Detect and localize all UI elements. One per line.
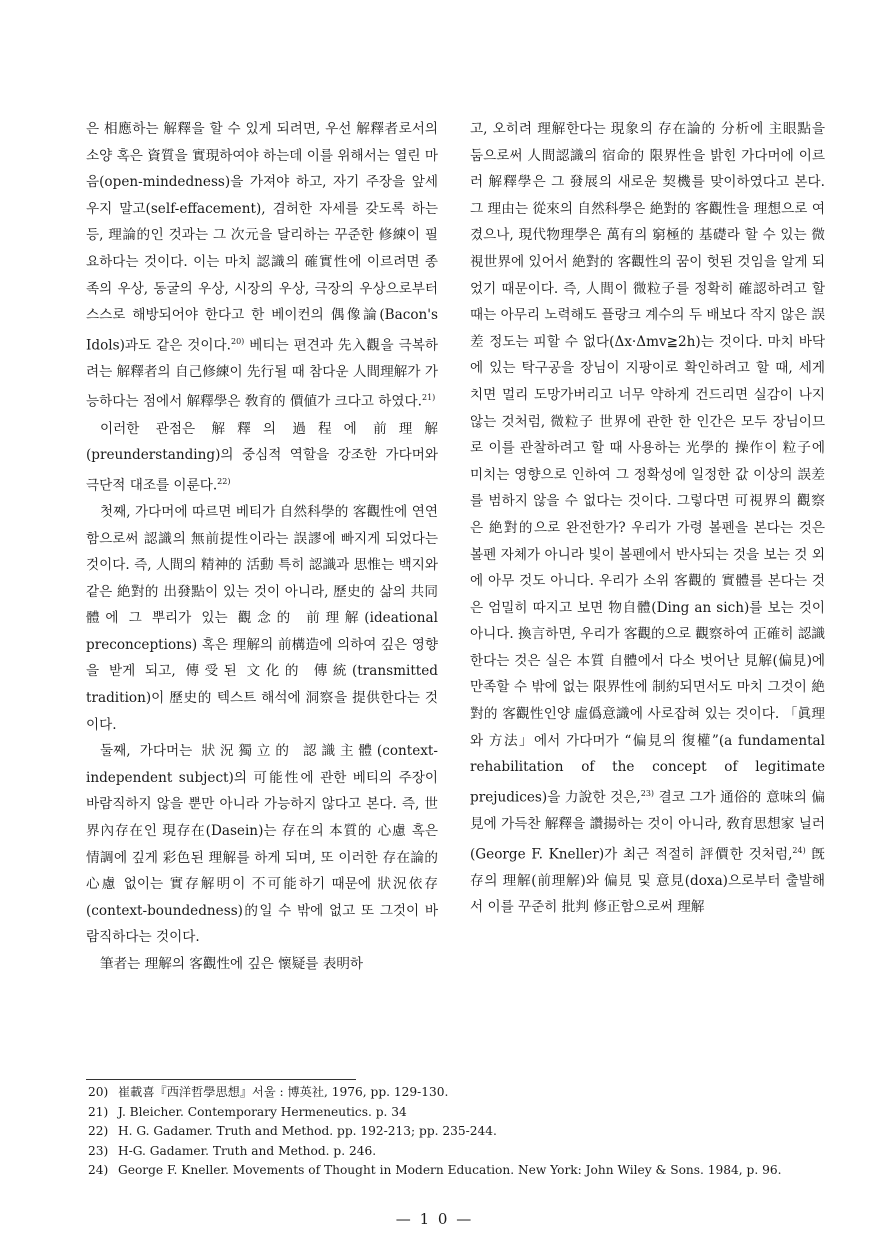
footnotes (88, 1083, 830, 1181)
page-number: — 1 0 — (395, 1210, 474, 1228)
footnote-22: 22) H. G. Gadamer. Truth and Method. pp. 192-213; pp. 235-244. (88, 1124, 497, 1139)
footnote-21: 21) J. Bleicher. Contemporary Hermeneutics. p. 34 (88, 1104, 407, 1119)
footnote-ref-20[interactable]: 20) (231, 336, 245, 346)
left-paragraph-4: 둘째, 가다머는 狀況獨立的 認識主體(context-independent subject)의 可能性에 관한 베티의 주장이 바람직하지 않을 뿐만 아니라 가능하지 않다고 본다. 즉, 世界內存在인 現存在(Dasein)는 存在의 本質的 心慮 혹은 情調에 깊게 彩色된 理解를 하게 되며, 또 이러한 存在論的 心慮 없이는 實存解明이 不可能하기 때문에 狀況依存(context-boundedness)的일 수 밖에 없고 또 그것이 바람직하다는 것이다. (86, 743, 438, 946)
left-paragraph-2: 이러한 관점은 解釋의 過程에 前理解(preunderstanding)의 중심적 역할을 강조한 가다머와 극단적 대조를 이룬다.$^{22)}$ (86, 420, 438, 494)
left-paragraph-5: 筆者는 理解의 客觀性에 깊은 懷疑를 表明하 (100, 956, 364, 972)
footnote-ref-22[interactable]: 22) (217, 476, 231, 486)
right-paragraph-1: 고, 오히려 理解한다는 現象의 存在論的 分析에 主眼點을 둠으로써 人間認識의 宿命的 限界性을 밝힌 가다머에 이르러 解釋學은 그 發展의 새로운 契機를 맞이하였다고 본다. 그 理由는 從來의 自然科學은 絶對的 客觀性을 理想으로 여겼으나, 現代物理學은 萬有의 窮極的 基礎라 할 수 있는 微視世界에 있어서 絶對的 客觀性의 꿈이 헛된 것임을 알게 되었기 때문이다. 즉, 人間이 微粒子를 정확히 確認하려고 할 때는 아무리 노력해도 플랑크 계수의 두 배보다 작지 않은 誤差 정도는 피할 수 없다(Δx·Δmv≧2h)는 것이다. 마치 바닥에 있는 탁구공을 장님이 지팡이로 확인하려고 할 때, 세게 치면 멀리 도망가버리고 너무 약하게 건드리면 실감이 나지 않는 것처럼, 微粒子 世界에 관한 한 인간은 모두 장님이므로 이를 관찰하려고 할 때 사용하는 光學的 操作이 粒子에 미치는 영향으로 인하여 그 정확성에 일정한 값 이상의 誤差를 범하지 않을 수 없다는 것이다. 그렇다면 可視界의 觀察은 絶對的으로 완전한가? 우리가 가령 볼펜을 본다는 것은 볼펜 자체가 아니라 빛이 볼펜에서 반사되는 것을 보는 것 외에 아무 것도 아니다. 우리가 소위 客觀的 實體를 본다는 것은 엄밀히 따지고 보면 物自體(Ding an sich)를 보는 것이 아니다. 換言하면, 우리가 客觀的으로 觀察하여 正確히 認識한다는 것은 실은 本質 自體에서 다소 벗어난 見解(偏見)에 만족할 수 밖에 없는 限界性에 制約되면서도 마치 그것이 絶對的 客觀性인양 虛僞意識에 사로잡혀 있는 것이다. 「眞理와 方法」에서 가다머가 “偏見의 復權”(a fundamental rehabilitation of the concept of legitimate prejudices)을 力說한 것은,$^{23)}$ 결코 그가 通俗的 意味의 偏見에 가득찬 解釋을 讚揚하는 것이 아니라, 敎育思想家 닐러(George F. Kneller)가 최근 적절히 評價한 것처럼,$^{24)}$ 旣存의 理解(前理解)와 偏見 및 意見(doxa)으로부터 출발해서 이를 꾸준히 批判 修正함으로써 理解 (470, 121, 825, 916)
left-paragraph-3: 첫째, 가다머에 따르면 베티가 自然科學的 客觀性에 연연함으로써 認識의 無前提性이라는 誤謬에 빠지게 되었다는 것이다. 즉, 人間의 精神的 活動 특히 認識과 思惟는 백지와 같은 絶對的 出發點이 있는 것이 아니라, 歷史的 삶의 共同體에 그 뿌리가 있는 觀念的 前理解(ideational preconceptions) 혹은 理解의 前構造에 의하여 깊은 영향을 받게 되고, 傳受된 文化的 傳統(transmitted tradition)이 歷史的 텍스트 해석에 洞察을 提供한다는 것이다. (86, 503, 438, 733)
footnote-23: 23) H-G. Gadamer. Truth and Method. p. 246. (88, 1143, 377, 1158)
left-paragraph-1: 은 相應하는 解釋을 할 수 있게 되려면, 우선 解釋者로서의 소양 혹은 資質을 實現하여야 하는데 이를 위해서는 열린 마음(open-mindedness)을 가져야 하고, 자기 주장을 앞세우지 말고(self-effacement), 겸허한 자세를 갖도록 하는 등, 理論的인 것과는 그 次元을 달리하는 꾸준한 修練이 필요하다는 것이다. 이는 마치 認識의 確實性에 이르려면 종족의 우상, 동굴의 우상, 시장의 우상, 극장의 우상으로부터 스스로 해방되어야 한다고 한 베이컨의 偶像論(Bacon's Idols)과도 같은 것이다.$^{20)}$ 베티는 편견과 先入觀을 극복하려는 解釋者의 自己修練이 先行될 때 참다운 人間理解가 가능하다는 점에서 解釋學은 敎育的 價値가 크다고 하였다.$^{21)}$ (86, 121, 438, 410)
footnote-ref-23[interactable]: 23) (640, 788, 655, 798)
footnote-20: 20) 崔載喜『西洋哲學思想』서울 : 博英社, 1976, pp. 129-130. (88, 1085, 449, 1099)
footnote-ref-24[interactable]: 24) (792, 845, 806, 855)
footnote-24: 24) George F. Kneller. Movements of Thought in Modern Education. New York: John Wiley & Sons. 1984, p. 96. (88, 1163, 782, 1178)
right-column (470, 116, 825, 921)
footnote-divider (86, 1079, 356, 1080)
footnote-ref-21[interactable]: 21) (421, 393, 436, 403)
left-column (86, 116, 438, 978)
